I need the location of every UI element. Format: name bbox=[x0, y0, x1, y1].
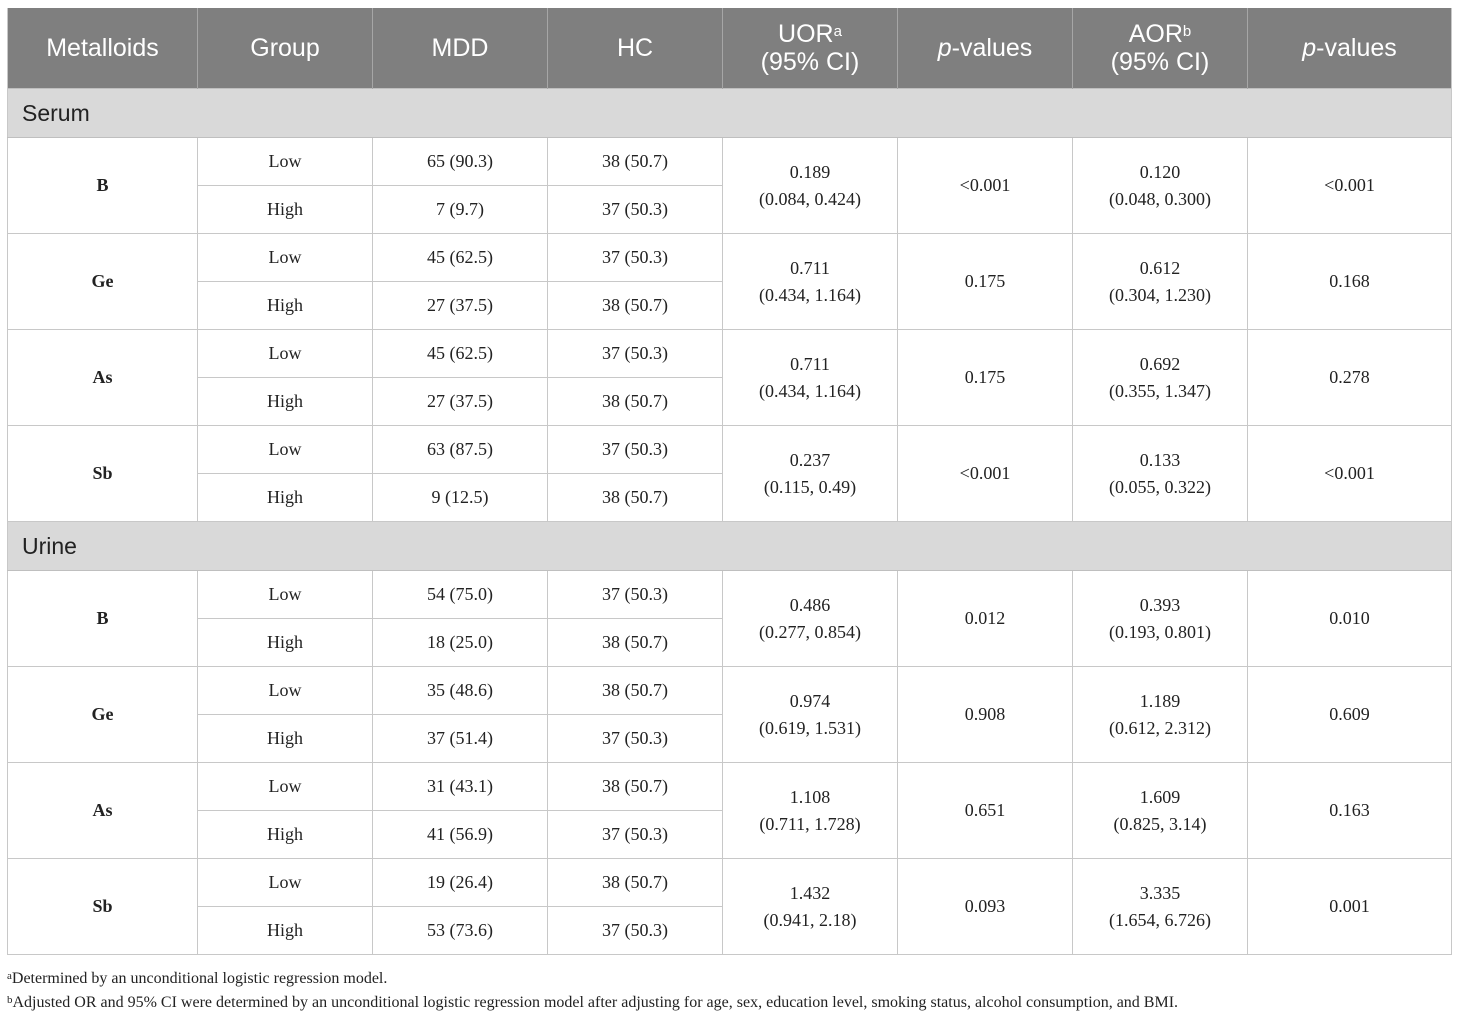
table-row bbox=[8, 859, 1452, 907]
table-row bbox=[8, 330, 1452, 378]
p-value-cell bbox=[898, 667, 1073, 763]
metalloid-cell bbox=[8, 763, 198, 859]
hc-cell-text: 38 (50.7) bbox=[602, 295, 668, 315]
metalloid-cell-text: B bbox=[96, 175, 109, 195]
hc-cell bbox=[548, 859, 723, 907]
hc-cell-text: 38 (50.7) bbox=[602, 487, 668, 507]
group-cell-text: High bbox=[267, 920, 303, 940]
uor-cell bbox=[723, 234, 898, 330]
table-row bbox=[8, 138, 1452, 186]
group-cell bbox=[198, 811, 373, 859]
mdd-cell bbox=[373, 859, 548, 907]
aor-cell-ci: (1.654, 6.726) bbox=[1109, 909, 1211, 930]
group-cell-text: Low bbox=[268, 439, 302, 459]
group-cell bbox=[198, 330, 373, 378]
p-value-cell bbox=[1248, 234, 1452, 330]
group-cell-text: High bbox=[267, 824, 303, 844]
p-value-cell-text: <0.001 bbox=[1324, 175, 1375, 195]
section-title-text: Serum bbox=[22, 99, 90, 126]
metalloid-cell bbox=[8, 330, 198, 426]
aor-cell bbox=[1073, 571, 1248, 667]
uor-cell bbox=[723, 571, 898, 667]
mdd-cell-text: 65 (90.3) bbox=[427, 151, 493, 171]
group-cell bbox=[198, 186, 373, 234]
mdd-cell bbox=[373, 282, 548, 330]
aor-cell-estimate: 1.609 bbox=[1139, 786, 1181, 807]
uor-cell-ci: (0.084, 0.424) bbox=[759, 188, 861, 209]
uor-cell-ci: (0.434, 1.164) bbox=[759, 380, 861, 401]
aor-cell-ci: (0.612, 2.312) bbox=[1109, 717, 1211, 738]
aor-cell bbox=[1073, 859, 1248, 955]
group-cell bbox=[198, 619, 373, 667]
uor-cell-ci: (0.619, 1.531) bbox=[759, 717, 861, 738]
p-value-cell-text: 0.278 bbox=[1329, 367, 1370, 387]
hc-cell bbox=[548, 138, 723, 186]
p-value-cell bbox=[1248, 426, 1452, 522]
p-value-cell-text: 0.175 bbox=[964, 271, 1006, 291]
header-group: Group bbox=[198, 8, 373, 89]
p-value-cell-text: 0.168 bbox=[1329, 271, 1370, 291]
section-row bbox=[8, 89, 1452, 138]
header-hc: HC bbox=[548, 8, 723, 89]
group-cell-text: Low bbox=[268, 151, 302, 171]
mdd-cell-text: 45 (62.5) bbox=[427, 343, 493, 363]
p-value-cell bbox=[898, 571, 1073, 667]
group-cell-text: High bbox=[267, 632, 303, 652]
aor-cell-ci: (0.304, 1.230) bbox=[1109, 284, 1211, 305]
metalloid-cell-text: B bbox=[96, 608, 109, 628]
hc-cell-text: 37 (50.3) bbox=[602, 247, 668, 267]
table-row bbox=[8, 234, 1452, 282]
mdd-cell bbox=[373, 811, 548, 859]
header-row bbox=[8, 8, 1452, 89]
hc-cell-text: 37 (50.3) bbox=[602, 728, 668, 748]
p-value-cell bbox=[898, 763, 1073, 859]
group-cell-text: High bbox=[267, 391, 303, 411]
mdd-cell-text: 9 (12.5) bbox=[431, 487, 489, 507]
uor-cell-ci: (0.941, 2.18) bbox=[763, 909, 857, 930]
group-cell bbox=[198, 378, 373, 426]
section-row bbox=[8, 522, 1452, 571]
group-cell-text: Low bbox=[268, 247, 302, 267]
hc-cell bbox=[548, 763, 723, 811]
hc-cell bbox=[548, 571, 723, 619]
p-value-cell-text: 0.175 bbox=[964, 367, 1006, 387]
aor-cell-estimate: 0.612 bbox=[1139, 257, 1181, 278]
aor-cell bbox=[1073, 138, 1248, 234]
group-cell bbox=[198, 282, 373, 330]
metalloid-cell bbox=[8, 138, 198, 234]
group-cell bbox=[198, 474, 373, 522]
hc-cell-text: 38 (50.7) bbox=[602, 872, 668, 892]
hc-cell bbox=[548, 234, 723, 282]
p-value-cell bbox=[898, 330, 1073, 426]
aor-cell-ci: (0.048, 0.300) bbox=[1109, 188, 1211, 209]
footnote-b: $^b$Adjusted OR and 95% CI were determined by an unconditional logistic regression model after adjusting for age, sex, education level, smoking status, alcohol consumption, and BMI. bbox=[7, 994, 1179, 1011]
hc-cell-text: 37 (50.3) bbox=[602, 199, 668, 219]
results-table-container bbox=[7, 8, 1451, 955]
uor-cell-estimate: 1.432 bbox=[789, 882, 831, 903]
table-body bbox=[8, 89, 1452, 955]
section-title-text: Urine bbox=[22, 532, 77, 559]
hc-cell-text: 37 (50.3) bbox=[602, 920, 668, 940]
uor-cell bbox=[723, 763, 898, 859]
group-cell-text: Low bbox=[268, 343, 302, 363]
aor-cell-ci: (0.825, 3.14) bbox=[1113, 813, 1207, 834]
mdd-cell-text: 54 (75.0) bbox=[427, 584, 493, 604]
hc-cell-text: 38 (50.7) bbox=[602, 151, 668, 171]
p-value-cell bbox=[1248, 763, 1452, 859]
hc-cell-text: 37 (50.3) bbox=[602, 824, 668, 844]
hc-cell bbox=[548, 474, 723, 522]
uor-cell bbox=[723, 138, 898, 234]
aor-cell bbox=[1073, 763, 1248, 859]
metalloid-cell bbox=[8, 234, 198, 330]
group-cell-text: Low bbox=[268, 584, 302, 604]
uor-cell bbox=[723, 330, 898, 426]
group-cell-text: High bbox=[267, 728, 303, 748]
uor-cell-ci: (0.277, 0.854) bbox=[759, 621, 861, 642]
mdd-cell bbox=[373, 330, 548, 378]
mdd-cell bbox=[373, 571, 548, 619]
mdd-cell-text: 63 (87.5) bbox=[427, 439, 493, 459]
uor-cell-estimate: 0.237 bbox=[789, 449, 831, 470]
mdd-cell-text: 27 (37.5) bbox=[427, 295, 493, 315]
aor-cell-estimate: 0.393 bbox=[1139, 594, 1181, 615]
p-value-cell-text: 0.012 bbox=[964, 608, 1006, 628]
p-value-cell-text: <0.001 bbox=[1324, 463, 1375, 483]
header-metalloids: Metalloids bbox=[8, 8, 198, 89]
metalloids-table bbox=[7, 8, 1452, 955]
p-value-cell bbox=[1248, 138, 1452, 234]
metalloid-cell-text: Ge bbox=[91, 271, 114, 291]
group-cell bbox=[198, 859, 373, 907]
section-title bbox=[8, 89, 1452, 138]
aor-cell-estimate: 1.189 bbox=[1139, 690, 1181, 711]
metalloid-cell-text: Ge bbox=[91, 704, 114, 724]
header-p-values-1: p-values bbox=[898, 8, 1073, 89]
p-value-cell bbox=[898, 859, 1073, 955]
aor-cell bbox=[1073, 234, 1248, 330]
group-cell-text: Low bbox=[268, 872, 302, 892]
mdd-cell-text: 7 (9.7) bbox=[436, 199, 484, 219]
footnote-a: $^a$Determined by an unconditional logistic regression model. bbox=[7, 970, 388, 987]
mdd-cell bbox=[373, 138, 548, 186]
uor-cell-ci: (0.711, 1.728) bbox=[759, 813, 861, 834]
uor-cell-ci: (0.434, 1.164) bbox=[759, 284, 861, 305]
hc-cell-text: 38 (50.7) bbox=[602, 391, 668, 411]
mdd-cell-text: 41 (56.9) bbox=[427, 824, 493, 844]
uor-cell-estimate: 0.711 bbox=[790, 257, 830, 278]
hc-cell bbox=[548, 667, 723, 715]
mdd-cell-text: 53 (73.6) bbox=[427, 920, 493, 940]
group-cell bbox=[198, 138, 373, 186]
p-value-cell-text: 0.651 bbox=[964, 800, 1006, 820]
p-value-cell bbox=[1248, 571, 1452, 667]
header-p-values-2: p-values bbox=[1248, 8, 1452, 89]
hc-cell bbox=[548, 330, 723, 378]
hc-cell-text: 38 (50.7) bbox=[602, 680, 668, 700]
uor-cell-estimate: 0.711 bbox=[790, 353, 830, 374]
aor-cell-ci: (0.055, 0.322) bbox=[1109, 476, 1211, 497]
uor-cell-ci: (0.115, 0.49) bbox=[763, 476, 857, 497]
aor-cell-estimate: 0.133 bbox=[1139, 449, 1181, 470]
metalloid-cell-text: Sb bbox=[92, 463, 113, 483]
hc-cell-text: 38 (50.7) bbox=[602, 632, 668, 652]
hc-cell-text: 37 (50.3) bbox=[602, 439, 668, 459]
metalloid-cell bbox=[8, 571, 198, 667]
section-title bbox=[8, 522, 1452, 571]
hc-cell bbox=[548, 186, 723, 234]
header-aor: AOR$^b$ (95% CI) bbox=[1073, 8, 1248, 89]
p-value-cell bbox=[1248, 859, 1452, 955]
aor-cell-estimate: 3.335 bbox=[1139, 882, 1181, 903]
hc-cell-text: 37 (50.3) bbox=[602, 584, 668, 604]
p-value-cell-text: <0.001 bbox=[959, 463, 1011, 483]
group-cell bbox=[198, 426, 373, 474]
mdd-cell-text: 19 (26.4) bbox=[427, 872, 493, 892]
group-cell bbox=[198, 571, 373, 619]
mdd-cell-text: 45 (62.5) bbox=[427, 247, 493, 267]
footnotes bbox=[7, 967, 1451, 1015]
aor-cell bbox=[1073, 667, 1248, 763]
group-cell-text: High bbox=[267, 199, 303, 219]
metalloid-cell-text: As bbox=[92, 800, 113, 820]
mdd-cell bbox=[373, 474, 548, 522]
metalloid-cell-text: Sb bbox=[92, 896, 113, 916]
uor-cell bbox=[723, 426, 898, 522]
p-value-cell bbox=[898, 234, 1073, 330]
uor-cell-estimate: 0.974 bbox=[789, 690, 831, 711]
group-cell bbox=[198, 234, 373, 282]
hc-cell bbox=[548, 619, 723, 667]
aor-cell bbox=[1073, 330, 1248, 426]
p-value-cell bbox=[1248, 667, 1452, 763]
group-cell-text: High bbox=[267, 487, 303, 507]
group-cell bbox=[198, 715, 373, 763]
mdd-cell-text: 37 (51.4) bbox=[427, 728, 493, 748]
p-value-cell-text: 0.908 bbox=[964, 704, 1006, 724]
aor-cell-estimate: 0.692 bbox=[1139, 353, 1181, 374]
mdd-cell bbox=[373, 715, 548, 763]
mdd-cell bbox=[373, 186, 548, 234]
mdd-cell-text: 35 (48.6) bbox=[427, 680, 493, 700]
hc-cell bbox=[548, 378, 723, 426]
uor-cell-estimate: 0.189 bbox=[789, 161, 831, 182]
hc-cell-text: 37 (50.3) bbox=[602, 343, 668, 363]
mdd-cell-text: 31 (43.1) bbox=[427, 776, 493, 796]
uor-cell bbox=[723, 859, 898, 955]
mdd-cell bbox=[373, 378, 548, 426]
p-value-cell-text: 0.010 bbox=[1329, 608, 1370, 628]
table-row bbox=[8, 763, 1452, 811]
hc-cell bbox=[548, 715, 723, 763]
group-cell-text: High bbox=[267, 295, 303, 315]
metalloid-cell bbox=[8, 859, 198, 955]
p-value-cell-text: 0.093 bbox=[964, 896, 1006, 916]
group-cell bbox=[198, 763, 373, 811]
table-row bbox=[8, 426, 1452, 474]
group-cell-text: Low bbox=[268, 776, 302, 796]
hc-cell bbox=[548, 282, 723, 330]
table-row bbox=[8, 571, 1452, 619]
mdd-cell bbox=[373, 234, 548, 282]
header-uor: UOR$^a$ (95% CI) bbox=[723, 8, 898, 89]
aor-cell-estimate: 0.120 bbox=[1139, 161, 1181, 182]
mdd-cell-text: 27 (37.5) bbox=[427, 391, 493, 411]
group-cell bbox=[198, 667, 373, 715]
hc-cell bbox=[548, 426, 723, 474]
p-value-cell-text: 0.609 bbox=[1329, 704, 1370, 724]
group-cell-text: Low bbox=[268, 680, 302, 700]
aor-cell bbox=[1073, 426, 1248, 522]
aor-cell-ci: (0.193, 0.801) bbox=[1109, 621, 1211, 642]
hc-cell bbox=[548, 907, 723, 955]
hc-cell-text: 38 (50.7) bbox=[602, 776, 668, 796]
mdd-cell bbox=[373, 619, 548, 667]
uor-cell-estimate: 1.108 bbox=[789, 786, 831, 807]
mdd-cell bbox=[373, 667, 548, 715]
mdd-cell bbox=[373, 426, 548, 474]
table-row bbox=[8, 667, 1452, 715]
header-mdd: MDD bbox=[373, 8, 548, 89]
p-value-cell bbox=[898, 426, 1073, 522]
p-value-cell-text: <0.001 bbox=[959, 175, 1011, 195]
p-value-cell-text: 0.163 bbox=[1329, 800, 1370, 820]
mdd-cell-text: 18 (25.0) bbox=[427, 632, 493, 652]
aor-cell-ci: (0.355, 1.347) bbox=[1109, 380, 1211, 401]
mdd-cell bbox=[373, 907, 548, 955]
metalloid-cell bbox=[8, 667, 198, 763]
hc-cell bbox=[548, 811, 723, 859]
metalloid-cell-text: As bbox=[92, 367, 113, 387]
metalloid-cell bbox=[8, 426, 198, 522]
group-cell bbox=[198, 907, 373, 955]
mdd-cell bbox=[373, 763, 548, 811]
p-value-cell bbox=[1248, 330, 1452, 426]
uor-cell-estimate: 0.486 bbox=[789, 594, 831, 615]
p-value-cell bbox=[898, 138, 1073, 234]
uor-cell bbox=[723, 667, 898, 763]
p-value-cell-text: 0.001 bbox=[1329, 896, 1370, 916]
